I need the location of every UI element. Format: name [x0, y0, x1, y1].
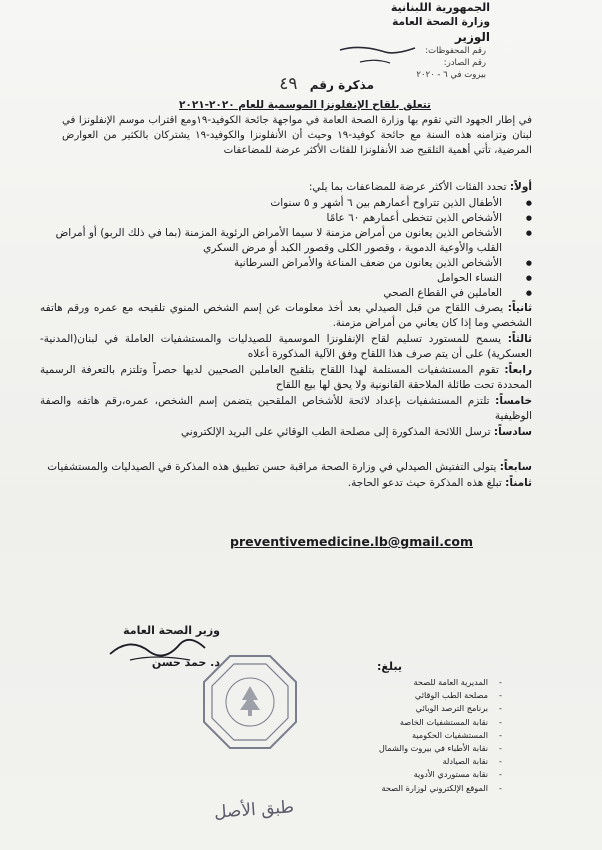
certified-copy-note: طبق الأصل [213, 797, 295, 823]
issue-date: بيروت في ٦ - ٢٠٢٠ [416, 70, 486, 80]
clause-sixth-text: ترسل اللائحة المذكورة إلى مصلحة الطب الوقائي على البريد الإلكتروني [181, 425, 491, 438]
list-item: ● الأطفال الذين تتراوح أعمارهم بين ٦ أشهر و ٥ سنوات [40, 196, 532, 211]
list-item: - المديرية العامة للصحة [302, 676, 502, 689]
clause-eighth-label: ثامناً: [505, 476, 532, 489]
letterhead-ministry: وزارة الصحة العامة [392, 16, 490, 28]
clause-fifth [40, 394, 532, 425]
list-item: ● الأشخاص الذين تتخطى أعمارهم ٦٠ عامًا [40, 211, 532, 226]
list-item: - المستشفيات الحكومية [302, 729, 502, 742]
letterhead-minister: الوزير [454, 30, 490, 44]
memo-heading [279, 74, 374, 94]
clause-sixth-label: سادساً: [493, 425, 532, 438]
clause-fourth-text: تقوم المستشفيات المستلمة لهذا اللقاح بتلقيح العاملين الصحيين لديها حصراً وتلتزم بالتعرفة الرسمية المحددة تحت طائلة الملاحقة القانونية ولا يحق لها بيع اللقاح [40, 363, 532, 391]
clause-fourth-label: رابعاً: [504, 363, 532, 376]
clause-second [40, 301, 532, 332]
clause-sixth [40, 425, 532, 441]
clause-seventh [40, 460, 532, 476]
clause-second-label: ثانياً: [507, 301, 533, 314]
archive-number-label: رقم المحفوظات: [425, 46, 486, 56]
signatory-name: د. حمد حسن [151, 656, 220, 669]
list-item: ● الأشخاص الذين يعانون من أمراض مزمنة لا سيما الأمراض الرئوية المزمنة (بما في ذلك الربو) أو أمراض القلب والأوعية الدموية ، وقصور الكلى وقصور الكبد أو مرض السكري [40, 226, 532, 256]
signatory-title: وزير الصحة العامة [123, 624, 220, 637]
list-item: ● الأشخاص الذين يعانون من ضعف المناعة والأمراض السرطانية [40, 256, 532, 271]
clause-third-text: يسمح للمستورد تسليم لقاح الإنفلونزا الموسمية للصيدليات والمستشفيات العاملة في لبنان(المدنية-العسكرية) على أن يتم صرف هذا اللقاح وفق الآلية المذكورة أعلاه [40, 332, 532, 360]
intro-paragraph: في إطار الجهود التي تقوم بها وزارة الصحة العامة في مواجهة جائحة الكوفيد-١٩ومع اقتراب موسم الإنفلونزا في لبنان وتزامنه هذه السنة مع جائحة كوفيد-١٩ وحيث أن الأنفلونزا والكوفيد-١٩ يشتركان بالكثير من العوارض المرضية، تأتي أهمية التلقيح ضد الأنفلونزا للفئات الأكثر عرضة للمضاعفات [62, 115, 532, 156]
clause-third [40, 332, 532, 363]
distribution-heading: يبلغ: [376, 660, 402, 673]
list-item: - مصلحة الطب الوقائي [302, 689, 502, 702]
list-item: ● العاملين في القطاع الصحي [40, 286, 532, 301]
list-item: - نقابة المستشفيات الخاصة [302, 716, 502, 729]
clause-second-text: يصرف اللقاح من قبل الصيدلي بعد أخذ معلومات عن إسم الشخص المنوي تلقيحه مع عمره ورقم هاتفه الشخصي وما إذا كان يعاني من أمراض مزمنة. [40, 301, 532, 329]
clause-fifth-text: تلتزم المستشفيات بإعداد لائحة للأشخاص الملقحين يتضمن إسم الشخص، عمره،رقم هاتفه والصفة الوظيفية [40, 394, 532, 422]
list-item: - نقابة الأطباء في بيروت والشمال [302, 742, 502, 755]
clause-first [40, 180, 532, 196]
clause-seventh-text: يتولى التفتيش الصيدلي في وزارة الصحة مراقبة حسن تطبيق هذه المذكرة في الصيدليات والمستشفيات [47, 461, 497, 473]
clause-eighth [40, 476, 532, 492]
list-item: - نقابة الصيادلة [302, 755, 502, 768]
list-item: ● النساء الحوامل [40, 271, 532, 286]
list-item: - الموقع الإلكتروني لوزارة الصحة [302, 782, 502, 795]
letterhead-country: الجمهورية اللبنانية [390, 1, 490, 14]
list-item: - برنامج الترصد الوبائي [302, 702, 502, 715]
contact-email[interactable]: preventivemedicine.lb@gmail.com [230, 534, 474, 549]
clause-third-label: ثالثاً: [507, 332, 532, 345]
clause-fourth [40, 363, 532, 394]
clause-first-label: أولاً: [509, 181, 532, 193]
clause-fifth-label: خامساً: [495, 394, 533, 407]
official-stamp [200, 652, 300, 752]
outgoing-number-label: رقم الصادر: [443, 58, 486, 68]
risk-groups-list [40, 196, 532, 301]
email-spacer [40, 440, 532, 460]
memo-body [40, 180, 532, 491]
memo-subject: تتعلق بلقاح الإنفلونزا الموسمية للعام ٢٠٢٠-٢٠٢١ [179, 99, 431, 111]
list-item: - نقابة مستوردي الأدوية [302, 768, 502, 781]
memo-number: ٤٩ [279, 74, 298, 94]
memo-label: مذكرة رقم [309, 78, 374, 92]
clause-first-text: تحدد الفئات الأكثر عرضة للمضاعفات بما يلي: [308, 181, 507, 193]
clause-eighth-text: تبلغ هذه المذكرة حيث تدعو الحاجة. [347, 476, 502, 489]
distribution-list [302, 676, 502, 795]
clause-seventh-label: سابعاً: [499, 461, 532, 473]
